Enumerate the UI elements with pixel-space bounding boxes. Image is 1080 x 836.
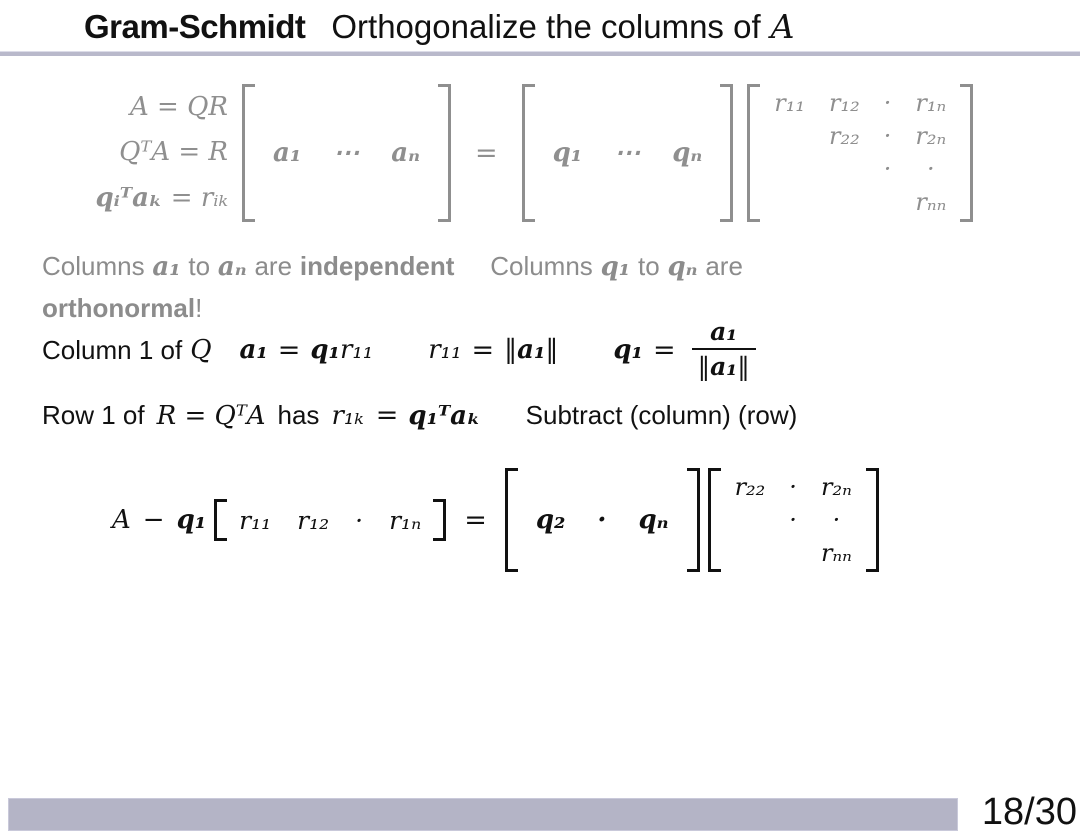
equals-sign: = <box>277 334 301 366</box>
matrix-cell-qn: qₙ <box>672 138 703 168</box>
math-Q: Q <box>190 335 212 365</box>
math-a1: a₁ <box>517 335 546 365</box>
matrix-cell: · <box>883 122 892 150</box>
word-has: has <box>277 400 320 430</box>
matrix-cell: r₁₁ <box>774 89 806 117</box>
matrix-cell-q2: q₂ <box>535 505 566 535</box>
word: to <box>637 251 660 281</box>
keyword-independent: independent <box>299 251 455 281</box>
math-a1: a₁ <box>710 352 738 381</box>
matrix-cell-an: aₙ <box>391 138 420 168</box>
bracket-left <box>242 84 255 222</box>
matrix-cell: r₁ₙ <box>389 505 422 535</box>
matrix-cell <box>829 186 860 219</box>
matrix-cell: · <box>832 505 841 534</box>
matrix-Q-cells <box>535 84 721 222</box>
qr-identities <box>36 85 228 221</box>
matrix-R-reduced <box>708 468 879 572</box>
norm-close: ‖ <box>737 352 750 381</box>
bracket-right <box>720 84 733 222</box>
math-q1: q₁ <box>600 252 631 282</box>
fraction-a1-over-norm <box>692 316 756 384</box>
bracket-left <box>708 468 721 572</box>
norm-open: ‖ <box>504 335 518 365</box>
page-number: 18/30 <box>981 791 1077 833</box>
norm-open: ‖ <box>697 352 711 381</box>
matrix-R-cells <box>760 84 960 222</box>
math-r11: r₁₁ <box>428 335 462 365</box>
bracket-right <box>438 84 451 222</box>
bracket-right <box>433 499 446 541</box>
matrix-cell: r₁₂ <box>829 89 860 117</box>
bracket-right <box>960 84 973 222</box>
matrix-cell: · <box>883 89 892 117</box>
column1-formula <box>42 316 756 384</box>
matrix-cell <box>884 186 892 219</box>
cdots: ⋯ <box>333 138 360 168</box>
math-a1: a₁ <box>152 252 181 282</box>
title-divider <box>0 51 1080 56</box>
math-q1T: q₁ᵀ <box>408 401 451 431</box>
equals-sign: = <box>375 400 399 431</box>
matrix-cell: rₙₙ <box>820 538 852 567</box>
bracket-left <box>747 84 760 222</box>
matrix-cell: r₂ₙ <box>915 122 947 150</box>
math-a1: a₁ <box>239 335 268 365</box>
word: Columns <box>42 251 145 281</box>
label-subtract: Subtract (column) (row) <box>525 400 798 430</box>
matrix-cell-a1: a₁ <box>273 138 302 168</box>
row-vector-r1 <box>214 499 446 541</box>
math-R-QTA: R = QᵀA <box>156 401 266 431</box>
eq-rik: = rᵢₖ <box>162 183 228 213</box>
bracket-right <box>866 468 879 572</box>
row1-formula <box>42 400 797 431</box>
matrix-cell <box>774 186 805 219</box>
eq-QTA-equals-R: QᵀA = R <box>119 137 228 167</box>
eq-qiTak-equals-rik <box>95 175 228 221</box>
matrix-cell: · <box>789 472 797 501</box>
eq-A-equals-QR: A = QR <box>130 92 228 122</box>
matrix-cell: · <box>927 155 935 183</box>
matrix-R-reduced-cells <box>721 468 866 572</box>
matrix-cell <box>789 537 797 570</box>
bracket-left <box>522 84 535 222</box>
row-vector-cells <box>227 499 433 541</box>
matrix-cell: rₙₙ <box>915 188 947 216</box>
bracket-left <box>505 468 518 572</box>
norm-close: ‖ <box>545 335 559 365</box>
fraction-numerator: a₁ <box>710 317 738 346</box>
math-an: aₙ <box>217 252 247 282</box>
matrix-cell: r₂ₙ <box>820 472 852 501</box>
math-r1k: r₁ₖ <box>331 401 364 431</box>
matrix-cell <box>735 504 766 537</box>
matrix-Q-columns <box>522 84 734 222</box>
bracket-left <box>214 499 227 541</box>
cdot: · <box>597 505 607 535</box>
equals-sign: = <box>475 137 498 169</box>
matrix-A-columns <box>242 84 451 222</box>
matrix-cell-qn: qₙ <box>638 505 669 535</box>
matrix-cell: r₁₁ <box>239 505 272 535</box>
matrix-cell: r₁ₙ <box>915 89 947 117</box>
equals-sign: = <box>464 504 487 536</box>
title-topic: Gram-Schmidt <box>84 8 306 45</box>
qr-equation-block <box>36 84 973 222</box>
math-q1: q₁ <box>310 335 340 365</box>
matrix-cell: r₂₂ <box>734 472 766 501</box>
word: are <box>254 251 293 281</box>
bracket-right <box>687 468 700 572</box>
equals-sign: = <box>471 334 495 366</box>
word: are <box>705 251 743 281</box>
slide-title <box>84 6 794 48</box>
matrix-cell: · <box>355 505 364 535</box>
math-q1: q₁ <box>613 335 643 365</box>
matrix-cell <box>774 153 805 186</box>
exclamation: ! <box>195 293 203 323</box>
math-q1: q₁ <box>176 505 207 535</box>
label-column1: Column 1 of <box>42 334 183 365</box>
matrix-cell: r₂₂ <box>829 122 860 150</box>
matrix-q-cells <box>518 468 687 572</box>
title-matrix-A: A <box>770 7 795 46</box>
matrix-cell: r₁₂ <box>297 505 330 535</box>
equals-sign: = <box>652 334 676 366</box>
math-qn: qₙ <box>667 252 698 282</box>
matrix-cell <box>829 153 860 186</box>
cdots: ⋯ <box>614 138 641 168</box>
keyword-orthonormal: orthonormal <box>42 293 196 323</box>
title-subtitle: Orthogonalize the columns of <box>331 8 761 45</box>
matrix-cell: · <box>789 505 797 534</box>
minus-sign: − <box>142 505 165 535</box>
matrix-cell: · <box>883 155 892 183</box>
matrix-cell <box>774 120 805 153</box>
footer-progress-bar <box>8 798 958 831</box>
subtract-equation <box>112 468 879 572</box>
fraction-denominator <box>692 350 756 384</box>
word: to <box>188 251 211 281</box>
matrix-R-upper-triangular <box>747 84 973 222</box>
matrix-A-cells <box>255 84 438 222</box>
matrix-q2-qn <box>505 468 700 572</box>
matrix-cell <box>735 537 766 570</box>
math-r11: r₁₁ <box>339 335 374 365</box>
word: Columns <box>490 251 593 281</box>
eq-qiTak: qᵢᵀaₖ <box>95 183 163 213</box>
label-row1: Row 1 of <box>42 400 145 430</box>
matrix-cell-q1: q₁ <box>552 138 583 168</box>
math-ak: aₖ <box>450 401 481 431</box>
math-A: A <box>112 505 131 535</box>
